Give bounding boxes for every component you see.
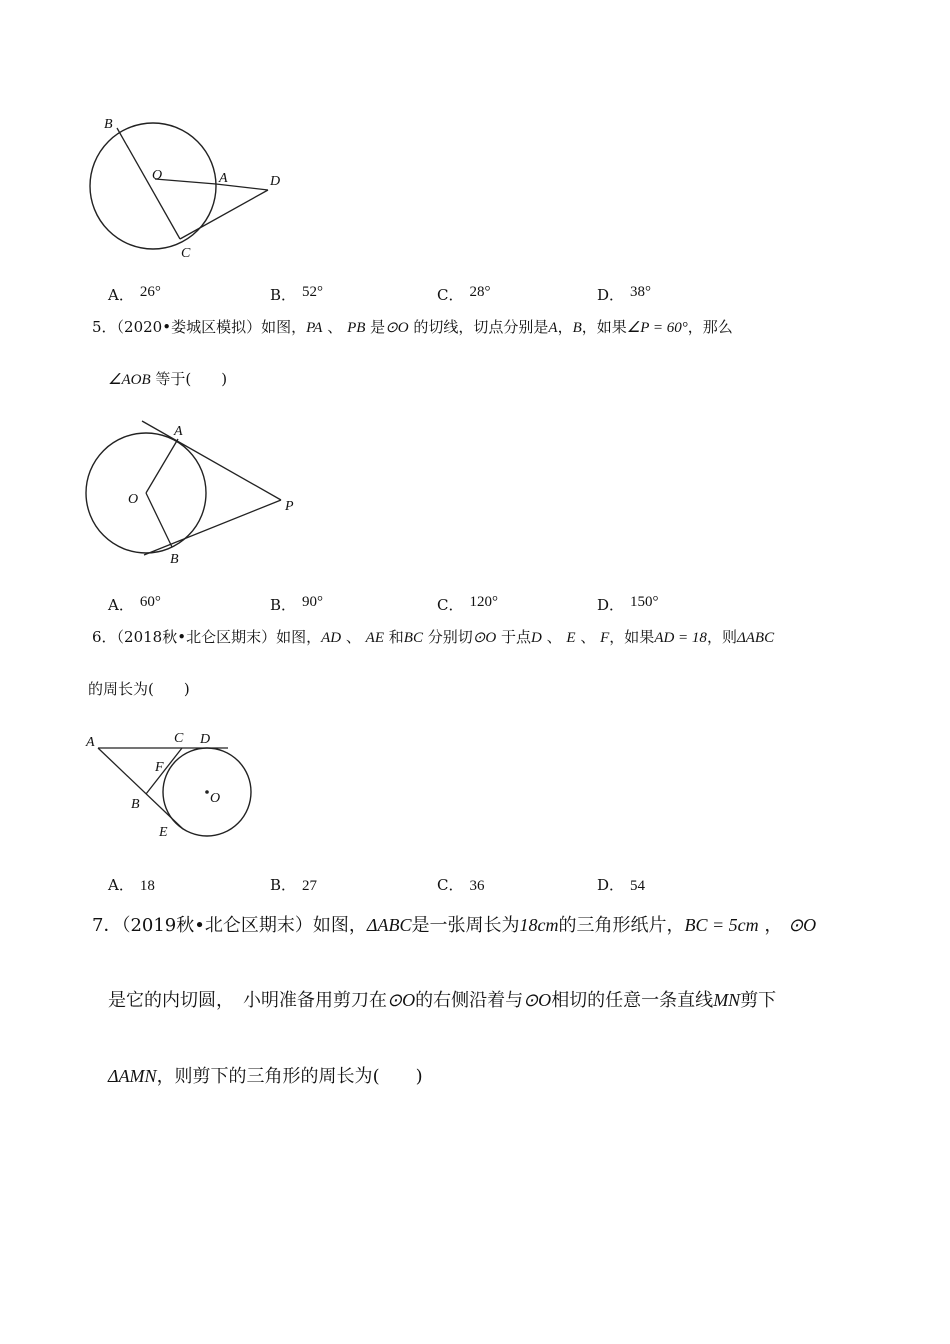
answer-blank: ( )	[372, 1066, 423, 1087]
q6-stem-line2	[88, 678, 190, 699]
q6-option-b[interactable]	[270, 874, 317, 895]
option-letter: B．	[270, 286, 297, 304]
q4-label-b: B	[104, 117, 113, 132]
text: 于点	[500, 628, 531, 646]
text: 是一张周长为	[411, 915, 520, 936]
triangle-abc: ΔABC	[366, 915, 412, 935]
option-letter: D．	[597, 596, 625, 614]
option-value: 36	[469, 878, 485, 894]
option-value: 60°	[139, 594, 161, 610]
option-value: 90°	[302, 594, 324, 610]
point-d: D	[530, 630, 542, 646]
q5-figure	[80, 418, 310, 573]
option-value: 54	[630, 878, 646, 894]
q5-label-a: A	[174, 424, 183, 439]
q4-option-d[interactable]	[597, 284, 651, 305]
q6-label-o: O	[210, 791, 221, 806]
q4-option-c[interactable]	[437, 284, 490, 305]
answer-blank: ( )	[185, 370, 228, 388]
q5-option-c[interactable]	[437, 594, 498, 615]
question-source: （2019秋•北仑区期末）如图，	[121, 915, 367, 936]
q6-figure	[82, 726, 262, 846]
question-number: 7．	[92, 915, 122, 936]
text: 是它的内切圆， 小明准备用剪刀在	[108, 990, 387, 1011]
angle-aob: ∠AOB	[108, 372, 151, 388]
text: 剪下	[740, 990, 777, 1011]
circle-o: ⊙O	[387, 990, 416, 1010]
circle-o: ⊙O	[788, 915, 817, 935]
q4-option-a[interactable]	[108, 284, 161, 305]
triangle-abc: ΔABC	[736, 630, 775, 646]
segment-pa: PA	[306, 320, 323, 336]
text: 相切的任意一条直线	[551, 990, 714, 1011]
circle-o: ⊙O	[385, 320, 409, 336]
text: ，如果	[581, 318, 627, 336]
point-f: F	[600, 630, 610, 646]
q5-option-a[interactable]	[108, 594, 161, 615]
option-value: 26°	[139, 284, 161, 300]
text: ，如果	[609, 628, 655, 646]
text: ，则	[706, 628, 737, 646]
angle-p: ∠P = 60°	[626, 320, 688, 336]
option-letter: A．	[108, 876, 134, 894]
q5-label-b: B	[170, 552, 179, 567]
q7-stem-line1	[92, 911, 816, 937]
segment-ad: AD	[321, 630, 342, 646]
q5-option-b[interactable]	[270, 594, 323, 615]
answer-blank: ( )	[148, 680, 190, 698]
q5-stem-line1	[92, 316, 733, 337]
q6-label-a: A	[86, 735, 95, 750]
q6-label-f: F	[155, 760, 164, 775]
q4-label-a: A	[219, 171, 228, 186]
option-letter: C．	[437, 876, 464, 894]
q6-option-d[interactable]	[597, 874, 645, 895]
segment-bc: BC	[403, 630, 423, 646]
option-value: 120°	[469, 594, 498, 610]
text: 的切线，切点分别是	[413, 318, 549, 336]
circle-o: ⊙O	[523, 990, 552, 1010]
point-a: A	[548, 320, 558, 336]
text: 的三角形纸片，	[558, 915, 685, 936]
q6-option-c[interactable]	[437, 874, 484, 895]
option-value: 150°	[630, 594, 659, 610]
q5-label-o: O	[128, 492, 139, 507]
option-letter: B．	[270, 876, 297, 894]
q4-label-c: C	[181, 246, 191, 261]
separator: 、	[327, 318, 343, 336]
text: 的周长为	[88, 680, 149, 698]
q6-stem-line1	[92, 626, 774, 647]
question-number: 6．	[92, 628, 117, 646]
option-letter: D．	[597, 876, 625, 894]
q4-label-d: D	[270, 174, 281, 189]
q4-option-b[interactable]	[270, 284, 323, 305]
option-letter: A．	[108, 286, 134, 304]
question-source: （2020•娄城区模拟）如图，	[116, 318, 307, 336]
q4-label-o: O	[152, 168, 163, 183]
q4-figure	[80, 110, 300, 265]
q5-option-d[interactable]	[597, 594, 659, 615]
option-value: 38°	[630, 284, 652, 300]
text: 和	[388, 628, 404, 646]
q6-label-c: C	[174, 731, 184, 746]
separator: 、	[580, 628, 596, 646]
text: ，则剪下的三角形的周长为	[156, 1066, 373, 1087]
text: ，	[557, 318, 573, 336]
separator: 、	[345, 628, 361, 646]
point-b: B	[572, 320, 582, 336]
circle-o: ⊙O	[472, 630, 497, 646]
q6-label-e: E	[159, 825, 168, 840]
triangle-amn: ΔAMN	[108, 1066, 157, 1086]
question-source: （2018秋•北仑区期末）如图，	[116, 628, 322, 646]
text: ，那么	[687, 318, 733, 336]
option-value: 28°	[469, 284, 491, 300]
option-letter: C．	[437, 596, 464, 614]
text: 的右侧沿着与	[415, 990, 524, 1011]
text: 是	[370, 318, 386, 336]
perimeter-value: 18cm	[519, 915, 559, 935]
text: ，	[764, 915, 783, 936]
q7-stem-line3	[108, 1062, 423, 1088]
option-letter: C．	[437, 286, 464, 304]
bc-equation: BC = 5cm	[684, 915, 759, 935]
segment-ae: AE	[365, 630, 384, 646]
option-value: 27	[302, 878, 318, 894]
ad-equation: AD = 18	[654, 630, 707, 646]
q6-label-d: D	[200, 732, 211, 747]
option-value: 52°	[302, 284, 324, 300]
option-letter: D．	[597, 286, 625, 304]
segment-pb: PB	[347, 320, 366, 336]
q5-stem-line2	[108, 368, 227, 389]
option-value: 18	[139, 878, 155, 894]
line-mn: MN	[713, 990, 741, 1010]
q6-label-b: B	[131, 797, 140, 812]
question-number: 5．	[92, 318, 117, 336]
option-letter: A．	[108, 596, 134, 614]
q7-stem-line2	[108, 986, 776, 1012]
q5-label-p: P	[285, 499, 294, 514]
point-e: E	[566, 630, 576, 646]
text: 分别切	[427, 628, 473, 646]
q6-option-a[interactable]	[108, 874, 155, 895]
option-letter: B．	[270, 596, 297, 614]
text: 等于	[155, 370, 186, 388]
separator: 、	[546, 628, 562, 646]
